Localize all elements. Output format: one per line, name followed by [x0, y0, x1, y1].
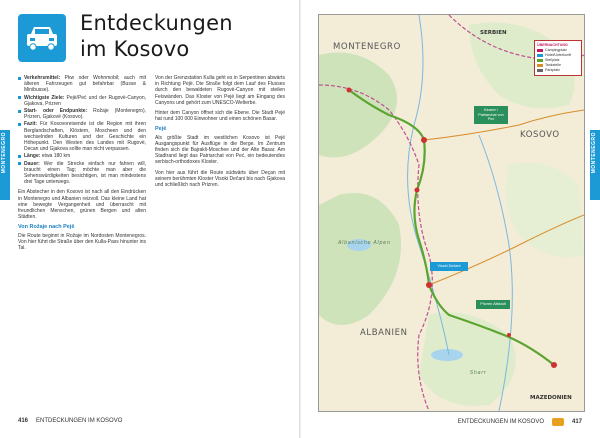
info-text: Für Kosovoreisende ist die Region mit ihren Berglandschaften, Klöstern, Moscheen und den wechselnden Kulturen und der Geschichte ein Höhepunkt. Den Westen des Landes mit Rugovë, Decan und Gjakova sollte man nicht verpassen.: [24, 121, 147, 153]
info-label: Wichtigste Ziele:: [24, 94, 65, 101]
info-text: Pejë/Peć und der Rugovë-Canyon, Gjakova, Prizren: [24, 94, 147, 107]
body-paragraph: Die Route beginnt in Rožaje im Nordosten Montenegros. Von hier führt die Straße über den Kulla-Pass hinunter ins Tal.: [18, 232, 146, 252]
side-tab-right-label: MONTENEGRO: [591, 132, 597, 174]
text-column-1: [18, 75, 146, 255]
legend-item: [537, 68, 579, 73]
legend-swatch: [537, 54, 543, 57]
info-text: Pkw oder Wohnmobil; auch mit älteren Fahrzeugen gut befahrbar (Busse & Minibusse).: [24, 75, 147, 94]
info-label: Länge:: [24, 153, 41, 160]
legend-swatch: [537, 49, 543, 52]
legend-swatch: [537, 59, 543, 62]
info-label: Dauer:: [24, 160, 40, 167]
car-icon: [18, 14, 66, 62]
legend-label: Tankstelle: [545, 63, 561, 67]
book-gutter: [299, 0, 301, 438]
side-tab-left: [0, 130, 10, 200]
map-label-montenegro: MONTENEGRO: [333, 42, 401, 52]
footer-left: [18, 418, 122, 424]
info-label: Verkehrsmittel:: [24, 75, 61, 81]
body-paragraph: Von der Grenzstation Kulla geht es in Serpentinen abwärts in Richtung Pejë. Die Straße folgt dem Lauf des Flusses durch den bewaldeten Rugovë-Canyon mit steilen Felswänden. Das Kloster von Pejë liegt am Eingang des Canyons und gehört zum UNESCO-Welterbe.: [155, 75, 285, 106]
info-text: etwa 180 km: [41, 153, 71, 160]
map-label-kosovo: KOSOVO: [520, 130, 560, 140]
info-item: [18, 161, 146, 186]
route-box-pec: Kloster / Patriarchat von Peć: [474, 106, 508, 124]
route-box-prizren: Prizren Altstadt: [476, 300, 510, 309]
section-subhead: Von Rožaje nach Pejë: [18, 224, 75, 231]
legend-swatch: [537, 64, 543, 67]
body-paragraph: Als größte Stadt im westlichen Kosovo ist Pejë Ausgangspunkt für Ausflüge in die Berge. Im Zentrum finden sich die Bajrakli-Moschee und der Alte Basar. Am Stadtrand liegt das Patriarchat von Peć, ein bedeutendes serbisch-orthodoxes Kloster.: [155, 134, 285, 166]
title-line1: Entdeckungen: [80, 11, 233, 35]
footer-title-right: ENTDECKUNGEN IM KOSOVO: [457, 419, 544, 425]
info-list: [18, 75, 146, 185]
map-label-alps: Albanische Alpen: [338, 240, 391, 246]
side-tab-right: [590, 130, 600, 200]
legend-label: Hotel/Unterkunft: [545, 53, 571, 57]
info-label: Fazit:: [24, 121, 38, 128]
legend-title: ÜBERNACHTUNG: [537, 43, 568, 47]
body-paragraph: Von hier aus führt die Route südwärts über Deçan mit seinem berühmten Kloster Visoki Dečani bis nach Gjakova und schließlich nach Prizren.: [155, 169, 285, 189]
info-item: [18, 108, 146, 120]
car-mini-icon: [552, 418, 564, 426]
info-text: Wer die Strecke einfach nur fahren will, braucht einen Tag; möchte man aber die Sehenswürdigkeiten besichtigen, ist man mindestens drei Tage unterwegs.: [24, 160, 146, 186]
page-number-right: 417: [571, 419, 582, 425]
map-label-serbien: SERBIEN: [480, 30, 507, 36]
map-label-mazedonien: MAZEDONIEN: [530, 395, 572, 401]
legend-label: Stellplatz: [545, 58, 560, 62]
info-item: [18, 153, 146, 159]
side-tab-left-label: MONTENEGRO: [1, 132, 7, 174]
section-subhead: Pejë: [155, 126, 167, 133]
route-box-decani: Visoki Dečani: [430, 262, 468, 271]
text-column-2: [155, 75, 285, 192]
legend-label: Parkplatz: [545, 68, 560, 72]
map-legend: [534, 40, 582, 76]
title-line2: im Kosovo: [80, 37, 190, 61]
info-item: [18, 95, 146, 107]
page-title: [80, 10, 233, 62]
info-text: Rožaje (Montenegro), Prizren, Gjakovë (Kosovo).: [24, 108, 147, 121]
legend-label: Campingplatz: [545, 48, 567, 52]
footer-right: [458, 418, 582, 426]
map-label-sharr: Sharr: [470, 370, 487, 376]
body-paragraph: Ein Abstecher in den Kosovo ist nach all den Eindrücken in Montenegro und Albanien reizvoll. Das kleine Land hat eine bewegte Vergangenheit und überrascht mit freundlichen Menschen, grünen Bergen und alten Städten.: [18, 189, 146, 221]
info-item: [18, 75, 146, 94]
info-item: [18, 121, 146, 152]
body-paragraph: Hinter dem Canyon öffnet sich die Ebene. Die Stadt Pejë hat rund 100 000 Einwohner und einen schönen Basar.: [155, 110, 285, 123]
map-label-albanien: ALBANIEN: [360, 328, 408, 338]
info-label: Start- oder Endpunkte:: [24, 108, 88, 115]
page-number-left: 416: [18, 418, 29, 424]
footer-title-left: ENTDECKUNGEN IM KOSOVO: [36, 418, 123, 424]
legend-swatch: [537, 69, 543, 72]
